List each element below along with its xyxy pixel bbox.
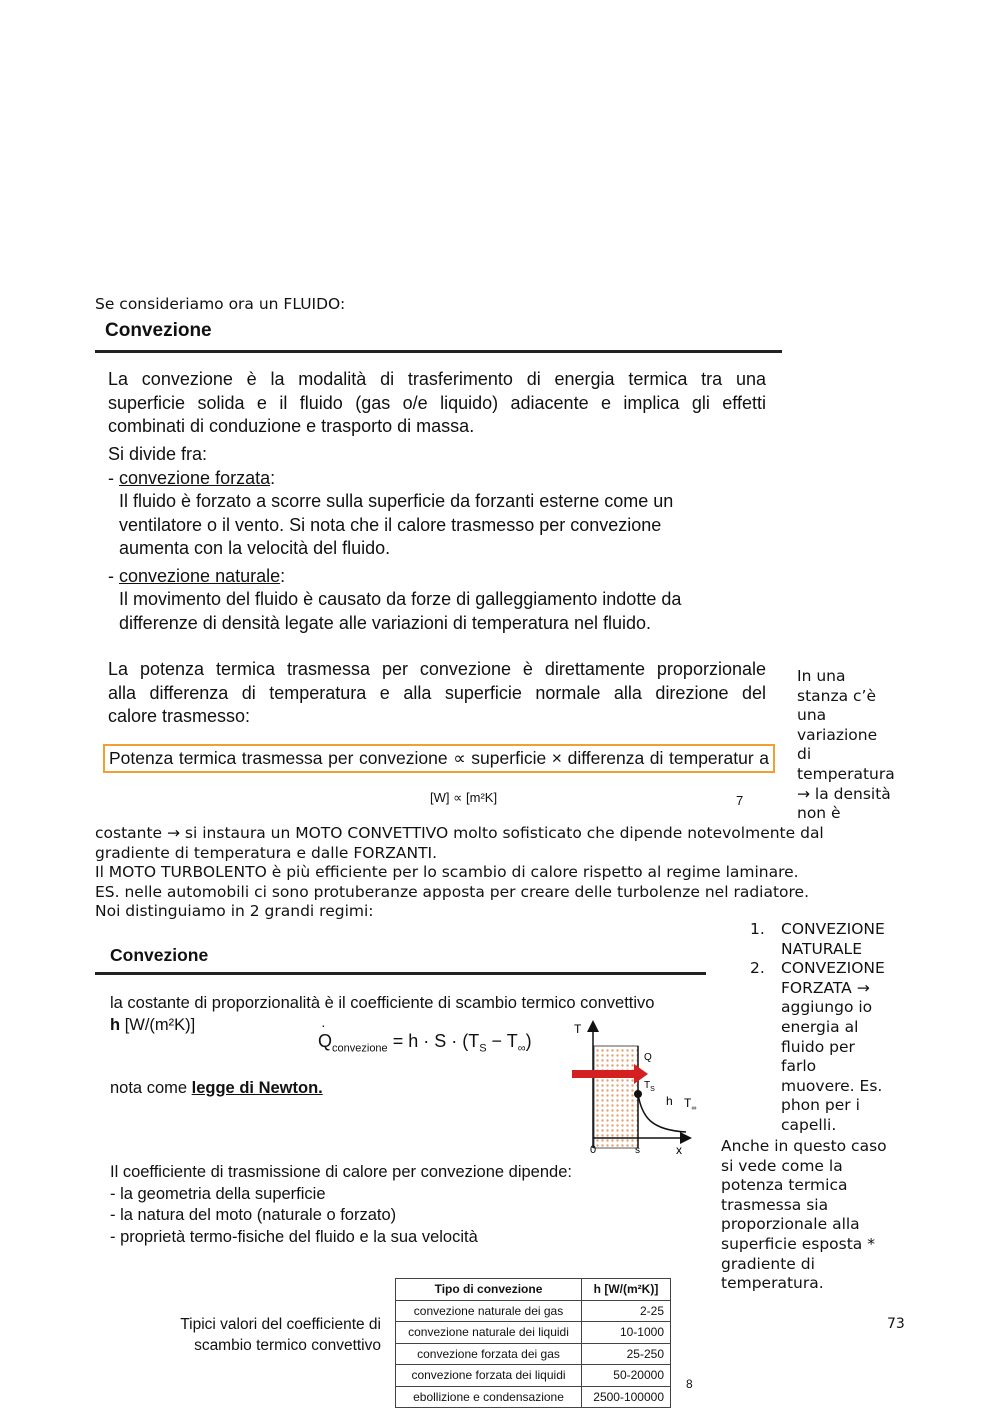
forced-label: convezione forzata	[119, 468, 271, 488]
regime-line: farlo	[781, 1057, 817, 1076]
graph-label-tinf: $T_\infty$	[684, 1096, 697, 1112]
side-note-line: Anche in questo caso	[721, 1137, 887, 1155]
table-cell: 2-25	[582, 1300, 671, 1322]
graph-label-x: x	[676, 1143, 682, 1157]
slide1-page: 7	[736, 793, 744, 808]
regime-line: NATURALE	[781, 939, 862, 958]
intro-text: Se consideriamo ora un FLUIDO:	[95, 295, 346, 313]
table-row	[396, 1386, 671, 1408]
side-note-line: superficie esposta *	[721, 1234, 875, 1253]
regime-line: aggiungo io	[781, 998, 873, 1017]
natural-text-line: Il movimento del fluido è causato da forze di galleggiamento indotte da	[119, 589, 682, 609]
depends-item: - la natura del moto (naturale o forzato)	[110, 1206, 397, 1224]
slide1-natural-heading: - convezione naturale:	[108, 566, 286, 586]
newton-formula: Q · $_{convezione} = h \cdot S \cdot (T_S - T_\infty)$	[318, 1017, 532, 1055]
side-note-line: non è	[797, 804, 841, 823]
formula-q: Q	[318, 1031, 333, 1051]
table-cell: convezione naturale dei liquidi	[396, 1322, 582, 1344]
formula-sub: convezione	[332, 1042, 388, 1055]
h-units-line	[110, 1014, 195, 1038]
table-cell: ebollizione e condensazione	[396, 1386, 582, 1408]
table-cell: 25-250	[582, 1343, 671, 1365]
natural-text-line: differenze di densità legate alle variazioni di temperatura nel fluido.	[119, 612, 651, 633]
slide1-divide: Si divide fra:	[108, 444, 208, 464]
side-note-1	[797, 667, 895, 824]
h-symbol: h	[110, 1016, 121, 1034]
typical-label	[150, 1314, 381, 1356]
continuation-line: ES. nelle automobili ci sono protuberanze apposta per creare delle turbolenze nel radiatore.	[95, 882, 810, 901]
slide1-forced-text	[119, 490, 673, 561]
regime-line: capelli.	[781, 1115, 837, 1134]
table-header-cell: h [W/(m²K)]	[582, 1279, 671, 1301]
continuation-line: costante → si instaura un MOTO CONVETTIVO molto sofisticato che dipende notevolmente dal	[95, 824, 824, 842]
graph-label-s: s	[635, 1145, 640, 1156]
side-note-line: proporzionale alla	[721, 1215, 860, 1234]
table-row	[396, 1343, 671, 1365]
table-header-cell: Tipo di convezione	[396, 1279, 582, 1301]
slide1-para2-line: alla differenza di temperatura e alla superficie normale alla direzione del	[108, 682, 766, 703]
slide1-forced-heading: - convezione forzata:	[108, 468, 276, 488]
side-note-line: temperatura	[797, 764, 895, 783]
side-note-line: potenza termica	[721, 1176, 848, 1195]
regime-item	[750, 920, 920, 959]
side-note-line: temperatura.	[721, 1274, 824, 1293]
regime-number: 2.	[750, 959, 765, 978]
slide1-para2-line: La potenza termica trasmessa per convezione è direttamente proporzionale	[108, 659, 766, 679]
slide1-para2-line: calore trasmesso:	[108, 706, 251, 726]
side-note-line: stanza c’è	[797, 686, 877, 705]
table-cell: 50-20000	[582, 1365, 671, 1387]
side-note-line: In una	[797, 667, 846, 685]
surface-point	[634, 1090, 642, 1098]
graph-label-ts: $T_S$	[644, 1080, 655, 1093]
slide1-rule	[95, 350, 782, 353]
slide1-para1	[108, 368, 766, 439]
table-row	[396, 1322, 671, 1344]
table-row	[396, 1365, 671, 1387]
typical-label-line: scambio termico convettivo	[194, 1337, 381, 1354]
page-number: 73	[887, 1316, 905, 1332]
table-cell: convezione naturale dei gas	[396, 1300, 582, 1322]
table-cell: 10-1000	[582, 1322, 671, 1344]
formula-end: )	[525, 1031, 532, 1051]
forced-text-line: Il fluido è forzato a scorre sulla superficie da forzanti esterne come un	[119, 491, 674, 511]
regime-item	[750, 959, 920, 1135]
slide2-page: 8	[686, 1377, 693, 1391]
depends-block	[110, 1162, 572, 1248]
newton-prefix: nota come	[110, 1079, 192, 1097]
graph-label-h: h	[666, 1094, 673, 1108]
continuation-line: gradiente di temperatura e dalle FORZANTI.	[95, 843, 438, 862]
continuation-text	[95, 824, 824, 922]
newton-line	[110, 1077, 323, 1101]
continuation-line: Il MOTO TURBOLENTO è più efficiente per lo scambio di calore rispetto al regime laminare.	[95, 863, 799, 882]
regime-line: phon per i	[781, 1096, 860, 1115]
regime-line: CONVEZIONE	[781, 920, 885, 938]
proportionality-box: Potenza termica trasmessa per convezione ∝ superficie × differenza di temperatur a	[103, 744, 775, 773]
side-note-line: variazione	[797, 725, 878, 744]
side-note-line: gradiente di	[721, 1254, 815, 1273]
slide1-para1-line: combinati di conduzione e trasporto di massa.	[108, 416, 475, 436]
regime-number: 1.	[750, 920, 765, 938]
regime-line: CONVEZIONE	[781, 959, 885, 978]
typical-label-line: Tipici valori del coefficiente di	[180, 1316, 381, 1333]
depends-item: - la geometria della superficie	[110, 1184, 326, 1203]
graph-label-t: T	[574, 1022, 582, 1036]
slide1-natural-text	[119, 588, 681, 635]
side-note-line: una	[797, 706, 827, 725]
slide1-para1-line: superficie solida e il fluido (gas o/e liquido) adiacente e implica gli effetti	[108, 392, 766, 413]
newton-label: legge di Newton.	[191, 1079, 323, 1097]
formula-ts: S	[479, 1042, 487, 1055]
slide2-rule	[95, 972, 706, 975]
regime-line: FORZATA →	[781, 978, 870, 997]
slide2-line1: la costante di proporzionalità è il coefficiente di scambio termico convettivo	[110, 994, 655, 1012]
temperature-profile	[638, 1094, 686, 1132]
h-units: [W/(m²K)]	[124, 1016, 196, 1034]
h-values-table	[395, 1278, 671, 1408]
table-cell: convezione forzata dei liquidi	[396, 1365, 582, 1387]
forced-text-line: ventilatore o il vento. Si nota che il calore trasmesso per convezione	[119, 514, 662, 535]
slide1-title: Convezione	[105, 320, 212, 341]
natural-label: convezione naturale	[119, 566, 281, 586]
regime-line: energia al	[781, 1017, 859, 1036]
graph-label-q: Q	[644, 1052, 652, 1063]
side-note-line: di	[797, 745, 812, 764]
side-note-line: → la densità	[797, 784, 891, 803]
continuation-line: Noi distinguiamo in 2 grandi regimi:	[95, 902, 374, 921]
formula-tinf: ∞	[517, 1042, 526, 1055]
depends-item: - proprietà termo-fisiche del fluido e la sua velocità	[110, 1227, 478, 1246]
solid-surface	[594, 1046, 638, 1148]
table-header-row	[396, 1279, 671, 1301]
table-cell: 2500-100000	[582, 1386, 671, 1408]
graph-label-zero: 0	[590, 1144, 597, 1156]
regime-line: fluido per	[781, 1037, 855, 1056]
formula-mid: − T	[486, 1031, 518, 1051]
table-row	[396, 1300, 671, 1322]
slide2-title: Convezione	[110, 945, 209, 965]
slide1-para1-line: La convezione è la modalità di trasferimento di energia termica tra una	[108, 369, 766, 389]
side-note-line: trasmessa sia	[721, 1195, 829, 1214]
side-note-2	[721, 1137, 887, 1294]
formula-rhs: = h · S · (T	[392, 1031, 480, 1051]
units-label: [W] ∝ [m²K]	[430, 790, 498, 805]
slide1-para2	[108, 658, 766, 729]
side-note-line: si vede come la	[721, 1156, 843, 1175]
regime-line: muovere. Es.	[781, 1076, 883, 1095]
forced-text-line: aumenta con la velocità del fluido.	[119, 538, 391, 558]
table-cell: convezione forzata dei gas	[396, 1343, 582, 1365]
depends-title: Il coefficiente di trasmissione di calore per convezione dipende:	[110, 1163, 572, 1181]
convection-graph	[560, 1018, 710, 1160]
regimes-list	[750, 920, 920, 1136]
